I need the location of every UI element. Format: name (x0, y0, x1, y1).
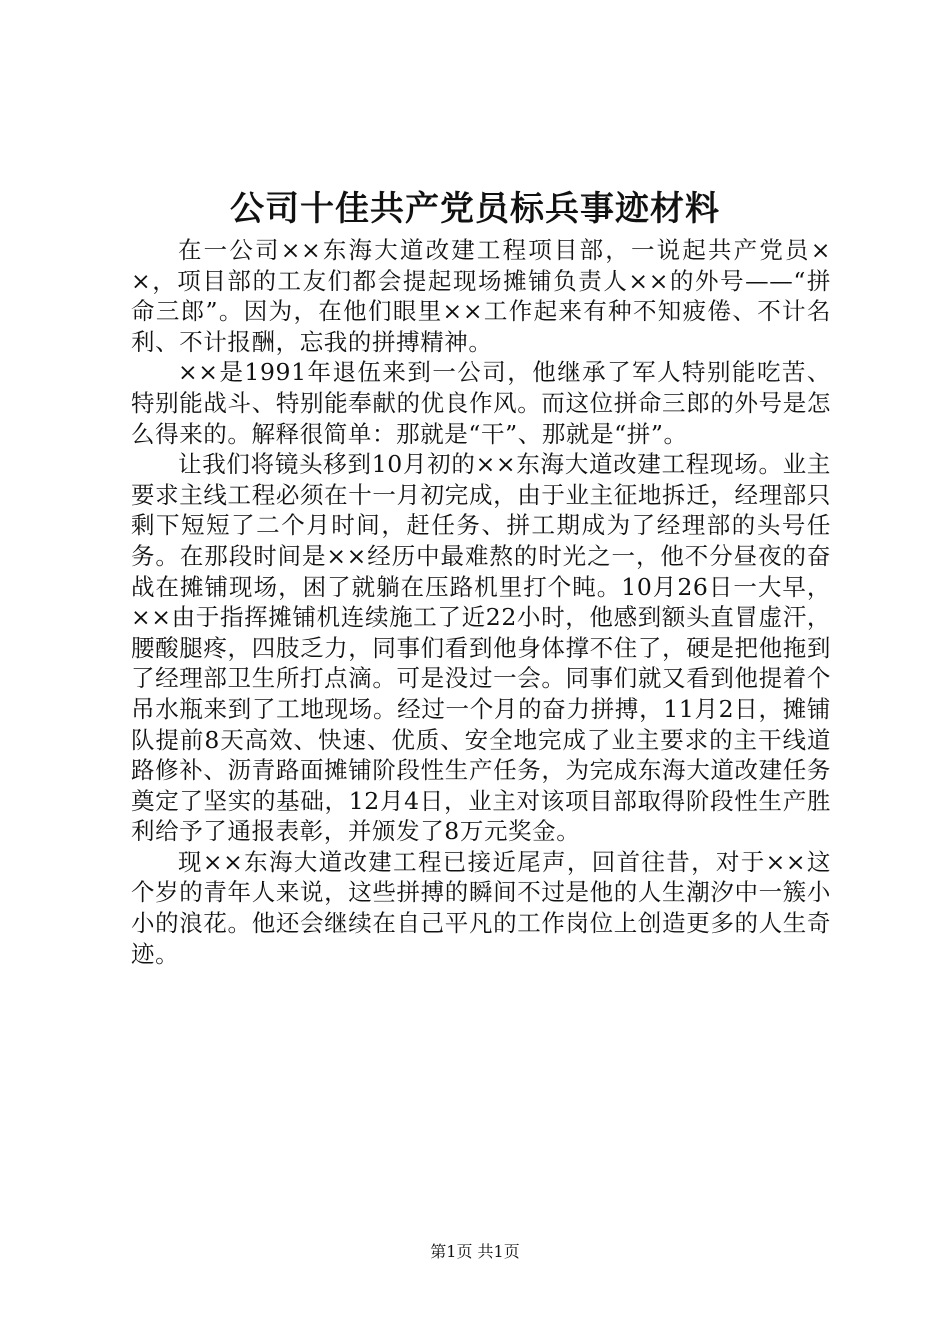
document-title: 公司十佳共产党员标兵事迹材料 (230, 189, 720, 229)
paragraph: 现××东海大道改建工程已接近尾声，回首往昔，对于××这个岁的青年人来说，这些拼搏的瞬间不过是他的人生潮汐中一簇小小的浪花。他还会继续在自己平凡的工作岗位上创造更多的人生奇迹。 (131, 847, 831, 968)
paragraph: 在一公司××东海大道改建工程项目部，一说起共产党员××，项目部的工友们都会提起现场摊铺负责人××的外号——“拼命三郎”。因为，在他们眼里××工作起来有种不知疲倦、不计名利、不计报酬，忘我的拼搏精神。 (131, 236, 831, 356)
document-body (131, 235, 831, 969)
paragraph: 让我们将镜头移到10月初的××东海大道改建工程现场。业主要求主线工程必须在十一月初完成，由于业主征地拆迁，经理部只剩下短短了二个月时间，赶任务、拼工期成为了经理部的头号任务。在那段时间是××经历中最难熬的时光之一，他不分昼夜的奋战在摊铺现场，困了就躺在压路机里打个盹。10月26日一大早，××由于指挥摊铺机连续施工了近22小时，他感到额头直冒虚汗，腰酸腿疼，四肢乏力，同事们看到他身体撑不住了，硬是把他拖到了经理部卫生所打点滴。可是没过一会。同事们就又看到他提着个吊水瓶来到了工地现场。经过一个月的奋力拼搏，11月2日，摊铺队提前8天高效、快速、优质、安全地完成了业主要求的主干线道路修补、沥青路面摊铺阶段性生产任务，为完成东海大道改建任务奠定了坚实的基础，12月4日，业主对该项目部取得阶段性生产胜利给予了通报表彰，并颁发了8万元奖金。 (131, 450, 831, 846)
page-footer: 第1页 共1页 (430, 1242, 520, 1261)
paragraph: ××是1991年退伍来到一公司，他继承了军人特别能吃苦、特别能战斗、特别能奉献的优良作风。而这位拼命三郎的外号是怎么得来的。解释很简单：那就是“干”、那就是“拼”。 (131, 358, 831, 448)
